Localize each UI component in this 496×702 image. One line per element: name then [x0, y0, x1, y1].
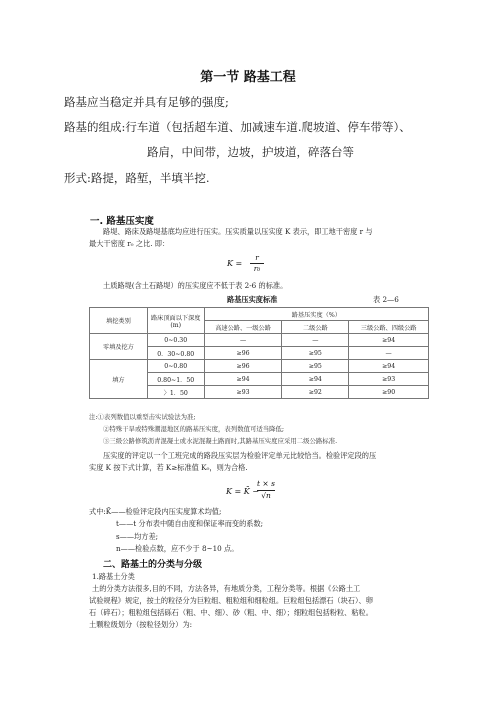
table-row [90, 360, 429, 373]
table-cell: ≥95 [282, 347, 349, 360]
definition-n: n——检验点数，应不少于 8~10 点。 [116, 544, 239, 553]
formula-k-eval-numerator: t × s [257, 479, 275, 488]
table-header-depth [147, 308, 204, 334]
formula-k-eval-denominator: √n [261, 491, 271, 500]
definition-mean: 式中:K̄——检验评定段内压实度算术均值; [89, 507, 222, 516]
table-header-compaction: 路基压实度（%） [204, 308, 428, 321]
intro-line-4: 形式:路提，路堑，半填半挖. [64, 171, 210, 185]
formula-k-numerator: r [255, 253, 259, 262]
table-cell: — [282, 334, 349, 347]
table-header-depth-line2: (m) [170, 321, 182, 329]
section-heading-soil: 二、路基土的分类与分级 [103, 560, 203, 570]
intro-line-1: 路基应当稳定并具有足够的强度; [64, 95, 229, 109]
table-cell: ≥96 [204, 360, 282, 373]
table-group-label-fill: 填方 [90, 360, 148, 399]
paragraph-soil-line-3: 石（碎石）；粗粒组包括砾石（粗、中、细）、砂（粗、中、细）；细粒组包括粉粒、粘粒。 [89, 608, 373, 617]
table-cell: — [204, 334, 282, 347]
subheading-soil-classification: 1.路基土分类 [92, 572, 135, 581]
table-cell: ≥95 [282, 360, 349, 373]
table-cell: ≥90 [349, 386, 429, 399]
table-cell: ≥96 [204, 347, 282, 360]
formula-k-lhs: K = [227, 259, 243, 268]
table-cell: 〉1．50 [147, 386, 204, 399]
table-header-depth-line1: 路床顶面以下深度 [150, 314, 201, 322]
compaction-table [89, 307, 429, 399]
table-cell: 0~0.30 [147, 334, 204, 347]
table-group-label-cut: 零填及挖方 [90, 334, 148, 360]
formula-k-eval-lhs: K = K̄ − [226, 487, 259, 496]
table-header-fill-type: 填挖类别 [90, 308, 148, 334]
table-cell: ≥92 [282, 386, 349, 399]
table-cell: ≥94 [282, 373, 349, 386]
definition-s: s——均方差; [116, 532, 159, 541]
table-caption: 路基压实度标准 [227, 295, 278, 304]
table-number: 表 2—6 [373, 295, 399, 304]
paragraph-evaluation-line-1: 压实度的评定以一个工班完成的路段压实层为检验评定单元比较恰当。检验评定段的压 [103, 451, 377, 460]
table-header-class34: 三级公路、四级公路 [349, 321, 429, 334]
paragraph-evaluation-line-2: 实度 K 按下式计算，若 K≥标准值 K₀，则为合格. [89, 463, 248, 472]
paragraph-soil-line-2: 试验规程》规定，按土的粒径分为巨粒组、粗粒组和细粒组。巨粒组包括漂石（块石）、卵 [89, 596, 373, 605]
table-cell: 0~0.80 [147, 360, 204, 373]
table-header-expressway: 高速公路、一级公路 [204, 321, 282, 334]
table-cell: 0．30~0.80 [147, 347, 204, 360]
table-cell: ≥94 [204, 373, 282, 386]
table-cell: — [349, 347, 429, 360]
table-cell: ≥94 [349, 334, 429, 347]
paragraph-standard: 土质路堤(含土石路堤）的压实度应不低于表 2-6 的标准。 [103, 281, 288, 290]
table-cell: 0.80~1．50 [147, 373, 204, 386]
paragraph-compaction-line-2: 最大干密度 r₀ 之比. 即： [89, 239, 170, 248]
paragraph-soil-line-1: 土的分类方法很多,目的不同，方法各异，有地质分类，工程分类等。根据《公路土工 [92, 584, 361, 593]
intro-line-3: 路肩，中间带，边坡，护坡道，碎落台等 [147, 145, 354, 159]
intro-line-2: 路基的组成:行车道（包括超车道、加减速车道.爬坡道、停车带等）、 [64, 120, 411, 134]
table-row [90, 334, 429, 347]
paragraph-soil-line-4: 土颗粒级划分（按粒径划分）为: [89, 620, 193, 629]
definition-t: t——t 分布表中随自由度和保证率而变的系数; [116, 519, 264, 528]
section-heading-compaction: 一. 路基压实度 [90, 216, 154, 227]
table-header-class2: 二级公路 [282, 321, 349, 334]
table-cell: ≥93 [204, 386, 282, 399]
table-cell: ≥94 [349, 360, 429, 373]
table-cell: ≥93 [349, 373, 429, 386]
paragraph-compaction-line-1: 路堤、路床及路堤基底均应进行压实。压实质量以压实度 K 表示，即工地干密度 r 与 [103, 227, 373, 236]
table-note-1: 注:①表列数值以重型击实试验法为准; [89, 413, 196, 421]
page-title: 第一节 路基工程 [200, 70, 296, 85]
table-note-2: ②特殊干旱或特殊潮湿地区的路基压实度，表列数值可适当降低; [103, 425, 285, 433]
formula-k-denominator: r₀ [253, 264, 261, 273]
table-note-3: ③三级公路修筑沥青混凝土或水泥混凝土路面时,其路基压实度应采用二级公路标准. [103, 437, 338, 445]
